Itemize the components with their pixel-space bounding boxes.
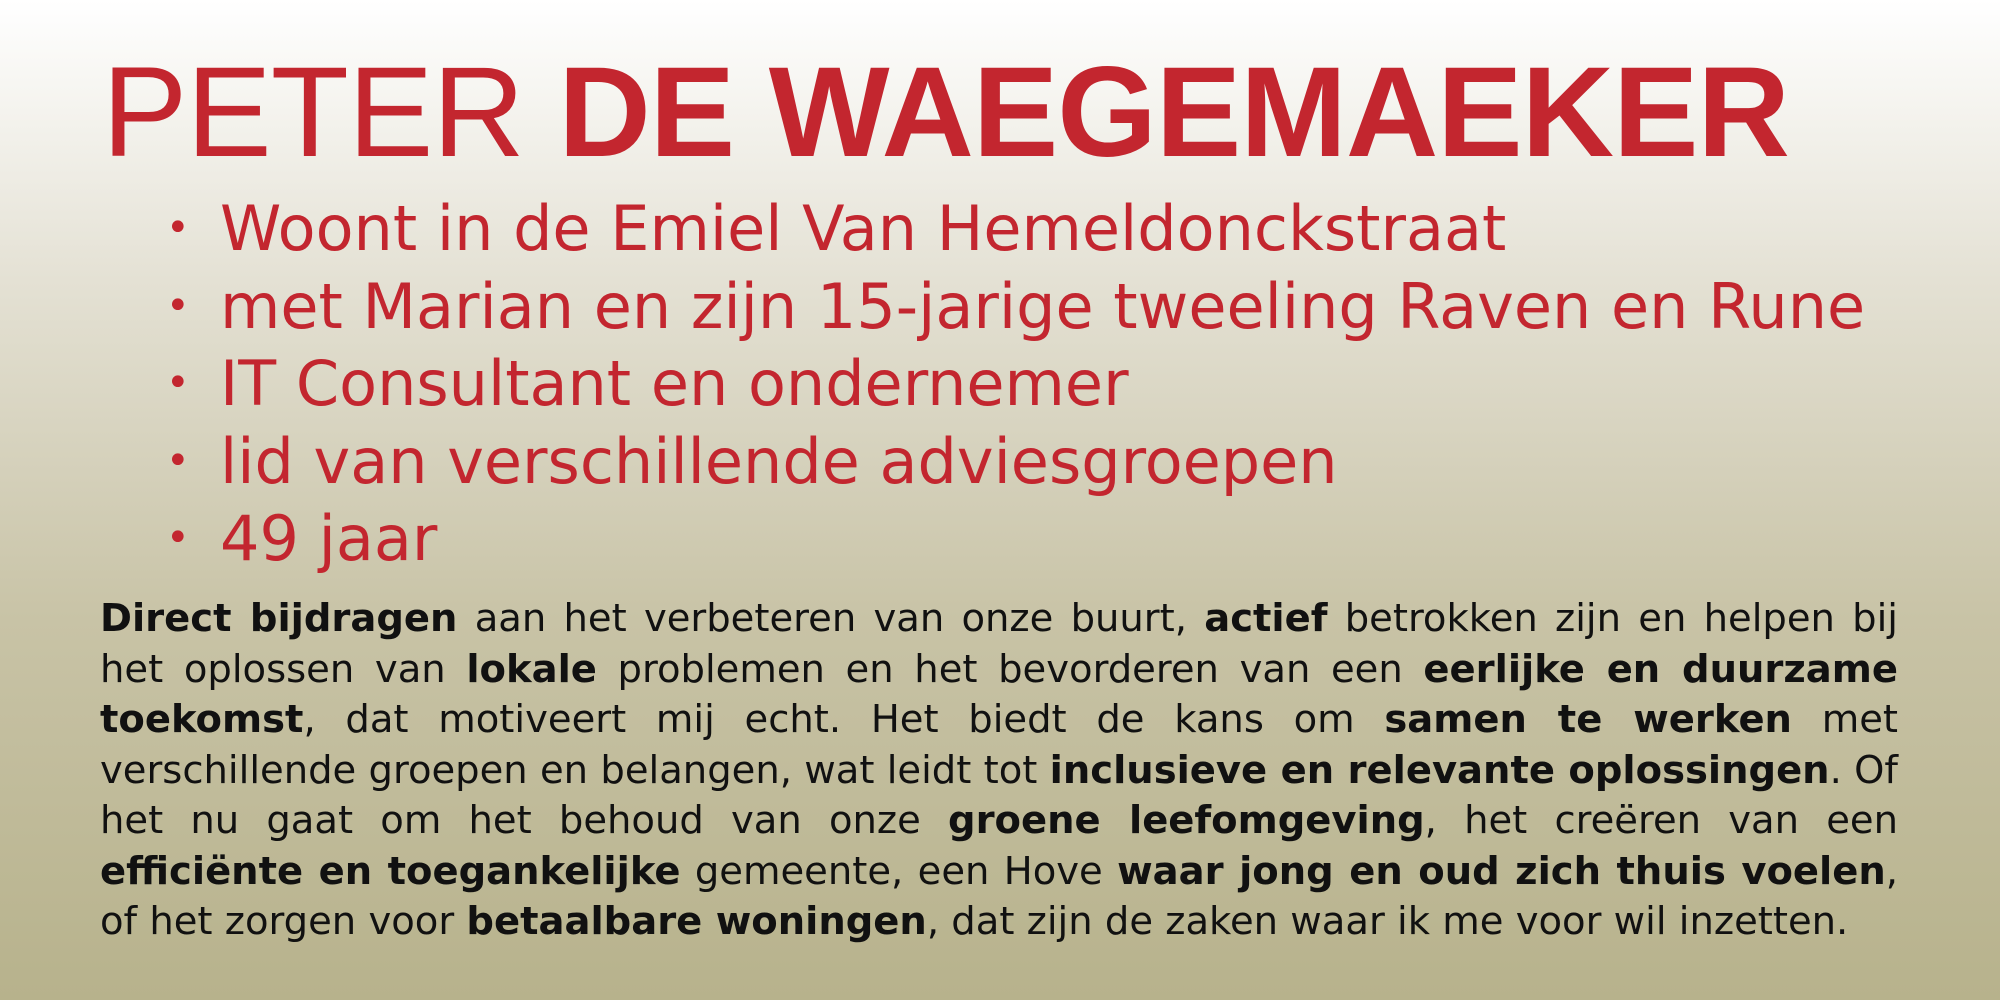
statement-segment: betaalbare woningen (466, 899, 927, 944)
statement-segment: problemen en het bevorderen van een (596, 646, 1424, 692)
fact-text: 49 jaar (220, 502, 438, 575)
statement-segment: met verschillende groepen en belangen, wat leidt tot (100, 697, 1898, 793)
fact-text: met Marian en zijn 15-jarige tweeling Raven en Rune (220, 269, 1866, 343)
fact-item (166, 268, 1866, 346)
candidate-name-heading (102, 41, 1789, 184)
fact-item (166, 423, 1865, 501)
statement-segment: waar jong en oud zich thuis voelen (1117, 848, 1886, 894)
statement-segment: actief (1204, 596, 1328, 641)
statement-segment: , of het zorgen voor (100, 848, 1899, 944)
fact-text: IT Consultant en ondernemer (220, 347, 1129, 420)
statement-segment: inclusieve en relevante oplossingen (1049, 747, 1830, 793)
fact-text: Woont in de Emiel Van Hemeldonckstraat (220, 192, 1507, 265)
fact-item (166, 500, 1865, 578)
statement-segment: samen te werken (1384, 697, 1792, 742)
statement-segment: , het creëren van een (1424, 798, 1898, 843)
statement-segment: lokale (466, 646, 597, 692)
statement-segment: aan het verbeteren van onze buurt, (457, 596, 1205, 641)
statement-segment: Direct bijdragen (100, 596, 458, 641)
statement-segment: groene leefomgeving (948, 798, 1425, 843)
fact-item (166, 345, 1865, 423)
statement-segment: efficiënte en toegankelijke (100, 848, 681, 894)
fact-item (166, 190, 1865, 268)
first-name: PETER (102, 41, 524, 184)
statement-segment: , dat zijn de zaken waar ik me voor wil inzetten. (926, 899, 1849, 944)
bullet-icon: • (166, 282, 190, 329)
bullet-icon: • (166, 205, 190, 251)
bullet-icon: • (166, 515, 190, 561)
statement-segment: gemeente, een Hove (680, 848, 1118, 894)
last-name: DE WAEGEMAEKER (558, 41, 1789, 184)
statement-segment: , dat motiveert mij echt. Het biedt de kans om (303, 697, 1385, 742)
statement-segment: . Of het nu gaat om het behoud van onze (100, 747, 1898, 843)
statement-segment: betrokken zijn en helpen bij het oplossen van (100, 596, 1898, 692)
statement-segment: eerlijke en duurzame toekomst (100, 646, 1898, 742)
facts-list (166, 190, 1866, 578)
bullet-icon: • (166, 437, 190, 484)
motivation-statement (100, 594, 1898, 948)
bullet-icon: • (166, 360, 190, 406)
fact-text: lid van verschillende adviesgroepen (220, 424, 1338, 498)
